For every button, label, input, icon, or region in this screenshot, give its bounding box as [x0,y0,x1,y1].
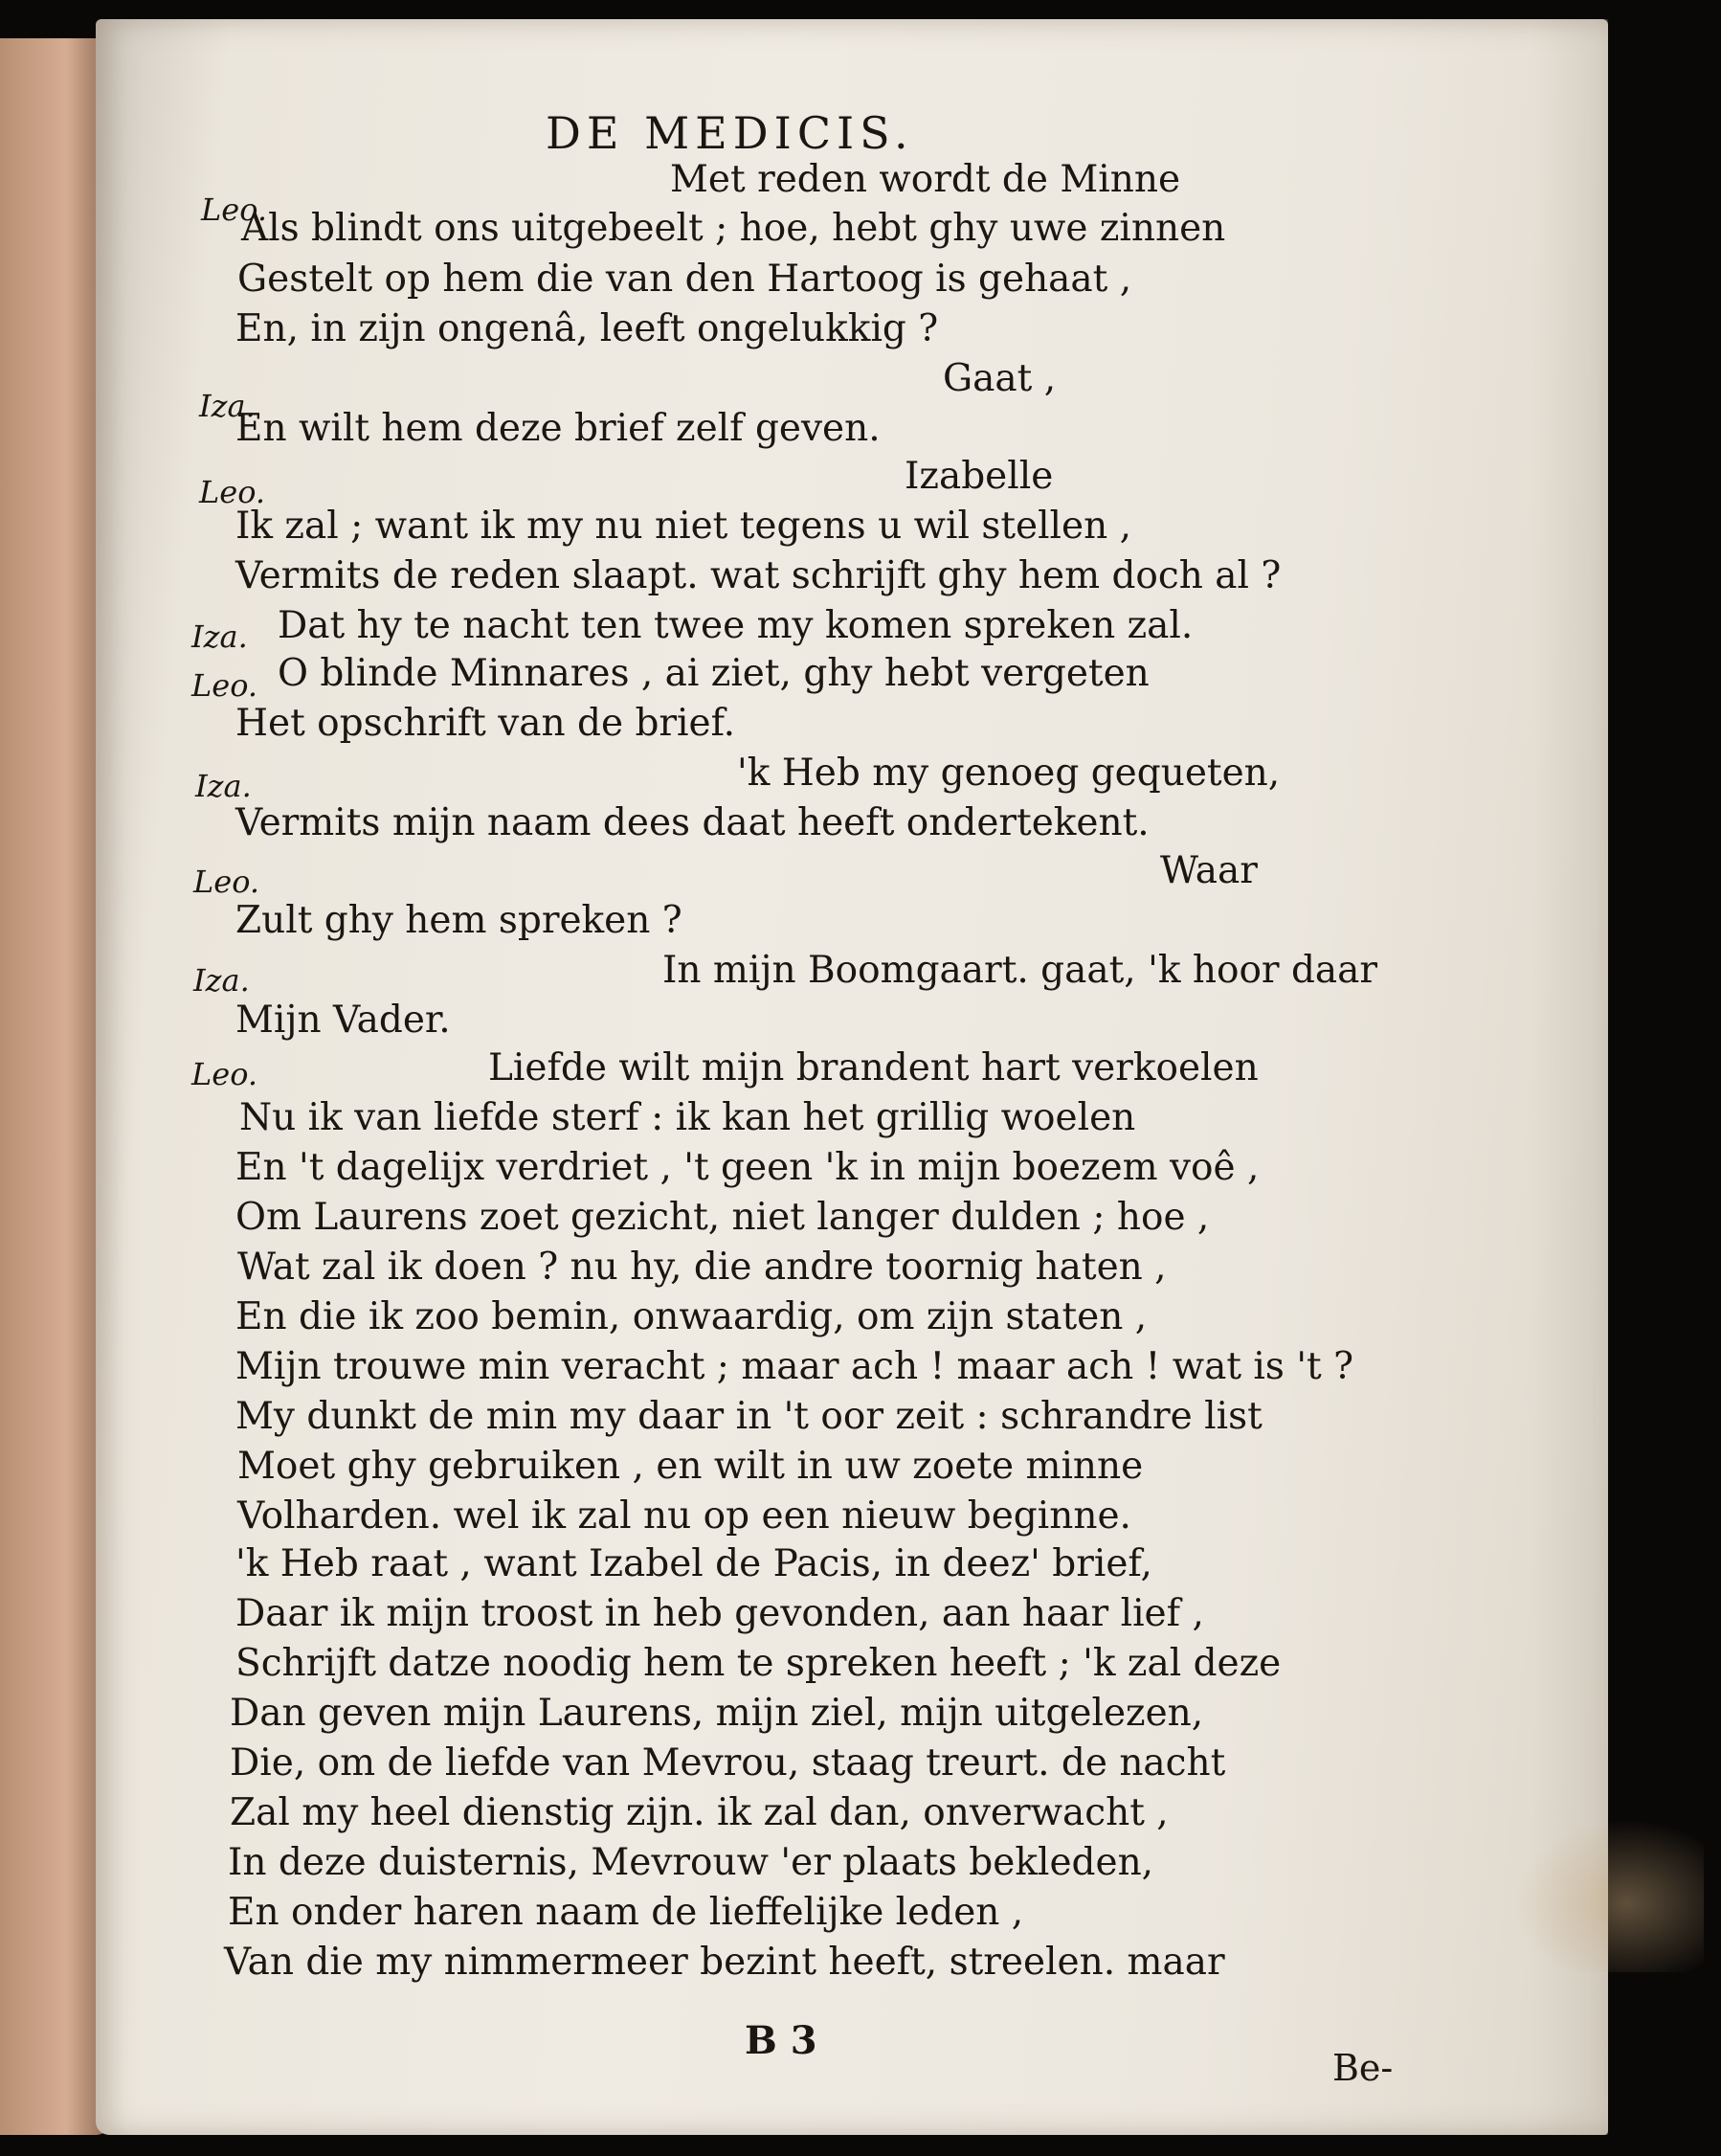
verse-line: Nu ik van liefde sterf : ik kan het grillig woelen [239,1096,1136,1139]
verse-line: Waar [1160,849,1258,892]
verse-line: En, in zijn ongenâ, leeft ongelukkig ? [235,307,939,350]
verse-line: 'k Heb my genoeg gequeten, [737,752,1281,795]
water-stain [1512,1819,1704,1972]
verse-line: En die ik zoo bemin, onwaardig, om zijn staten , [235,1295,1148,1338]
verse-line: Dat hy te nacht ten twee my komen spreken zal. [278,604,1194,647]
verse-line: Dan geven mijn Laurens, mijn ziel, mijn uitgelezen, [230,1692,1204,1735]
verse-line: En onder haren naam de lieffelijke leden , [228,1891,1024,1934]
verse-line: O blinde Minnares , ai ziet, ghy hebt vergeten [278,652,1150,695]
speaker-label: Leo. [201,191,268,228]
verse-line: In deze duisternis, Mevrouw 'er plaats bekleden, [228,1841,1154,1884]
speaker-label: Iza. [191,618,248,655]
verse-line: Mijn trouwe min veracht ; maar ach ! maar ach ! wat is 't ? [235,1345,1354,1388]
verse-line: Volharden. wel ik zal nu op een nieuw beginne. [237,1494,1131,1538]
verse-line: Zal my heel dienstig zijn. ik zal dan, onverwacht , [230,1791,1169,1834]
verse-line: Het opschrift van de brief. [235,702,736,745]
verse-line: Als blindt ons uitgebeelt ; hoe, hebt ghy uwe zinnen [241,207,1226,250]
verse-line: My dunkt de min my daar in 't oor zeit : schrandre list [235,1395,1263,1438]
running-header: DE MEDICIS. [546,107,914,159]
catchword: Be- [1332,2047,1394,2089]
verse-line: Van die my nimmermeer bezint heeft, streelen. maar [224,1941,1225,1984]
verse-line: Vermits de reden slaapt. wat schrijft ghy hem doch al ? [235,554,1282,597]
verse-line: Met reden wordt de Minne [670,158,1181,201]
verse-line: Die, om de liefde van Mevrou, staag treurt. de nacht [230,1741,1226,1785]
verse-line: Gestelt op hem die van den Hartoog is gehaat , [237,258,1132,301]
speaker-label: Iza. [193,962,250,999]
signature-mark: B 3 [745,2018,817,2063]
verse-line: In mijn Boomgaart. gaat, 'k hoor daar [662,949,1378,992]
verse-line: Moet ghy gebruiken , en wilt in uw zoete minne [237,1445,1144,1488]
speaker-label: Leo. [191,1056,258,1092]
facing-page-edge [0,38,110,2135]
verse-line: Liefde wilt mijn brandent hart verkoelen [488,1046,1259,1089]
verse-line: Schrijft datze noodig hem te spreken heeft ; 'k zal deze [235,1642,1282,1685]
verse-line: Zult ghy hem spreken ? [235,899,682,942]
page-shadow [1531,19,1608,2135]
verse-line: Gaat , [943,357,1057,400]
verse-line: Vermits mijn naam dees daat heeft ondertekent. [235,801,1150,844]
speaker-label: Leo. [199,474,266,510]
verse-line: Om Laurens zoet gezicht, niet langer dulden ; hoe , [235,1196,1210,1239]
verse-line: Daar ik mijn troost in heb gevonden, aan haar lief , [235,1592,1204,1635]
speaker-label: Leo. [193,864,260,900]
speaker-label: Leo. [191,667,258,704]
verse-line: Wat zal ik doen ? nu hy, die andre toornig haten , [237,1246,1167,1289]
speaker-label: Iza. [199,388,256,424]
verse-line: 'k Heb raat , want Izabel de Pacis, in deez' brief, [235,1542,1152,1585]
speaker-label: Iza. [195,768,252,804]
verse-line: Mijn Vader. [235,999,451,1042]
verse-line: Ik zal ; want ik my nu niet tegens u wil stellen , [235,505,1132,548]
verse-line: En 't dagelijx verdriet , 't geen 'k in mijn boezem voê , [235,1146,1260,1189]
verse-line: Izabelle [905,455,1054,498]
verse-line: En wilt hem deze brief zelf geven. [235,407,881,450]
